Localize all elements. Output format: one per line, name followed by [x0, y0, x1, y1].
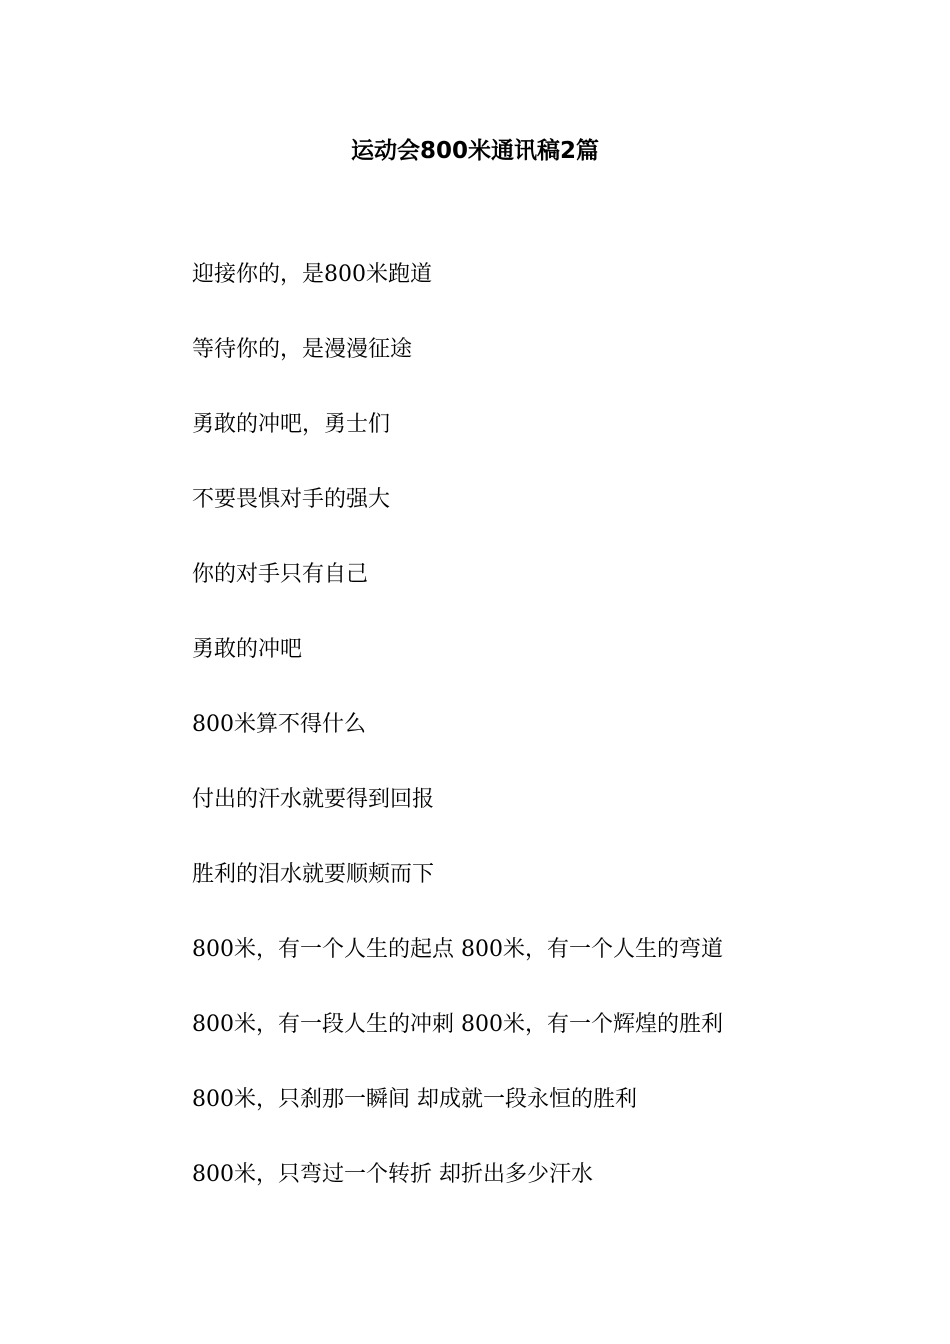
poem-line: 不要畏惧对手的强大 — [192, 487, 391, 512]
poem-line: 等待你的，是漫漫征途 — [192, 337, 413, 362]
poem-line: 你的对手只有自己 — [192, 562, 369, 587]
poem-line: 勇敢的冲吧 — [192, 637, 303, 662]
poem-line: 勇敢的冲吧，勇士们 — [192, 412, 391, 437]
document-title: 运动会800米通讯稿2篇 — [350, 138, 599, 164]
poem-line: 800米，只弯过一个转折 却折出多少汗水 — [192, 1162, 593, 1187]
poem-lines — [192, 258, 892, 1233]
poem-line: 800米，有一段人生的冲刺 800米，有一个辉煌的胜利 — [192, 1012, 723, 1037]
poem-line: 胜利的泪水就要顺颊而下 — [192, 862, 435, 887]
poem-line: 迎接你的，是800米跑道 — [192, 262, 432, 287]
poem-line: 800米，有一个人生的起点 800米，有一个人生的弯道 — [192, 937, 723, 962]
poem-line: 800米算不得什么 — [192, 712, 366, 737]
poem-line: 800米，只刹那一瞬间 却成就一段永恒的胜利 — [192, 1087, 637, 1112]
poem-line: 付出的汗水就要得到回报 — [192, 787, 435, 812]
